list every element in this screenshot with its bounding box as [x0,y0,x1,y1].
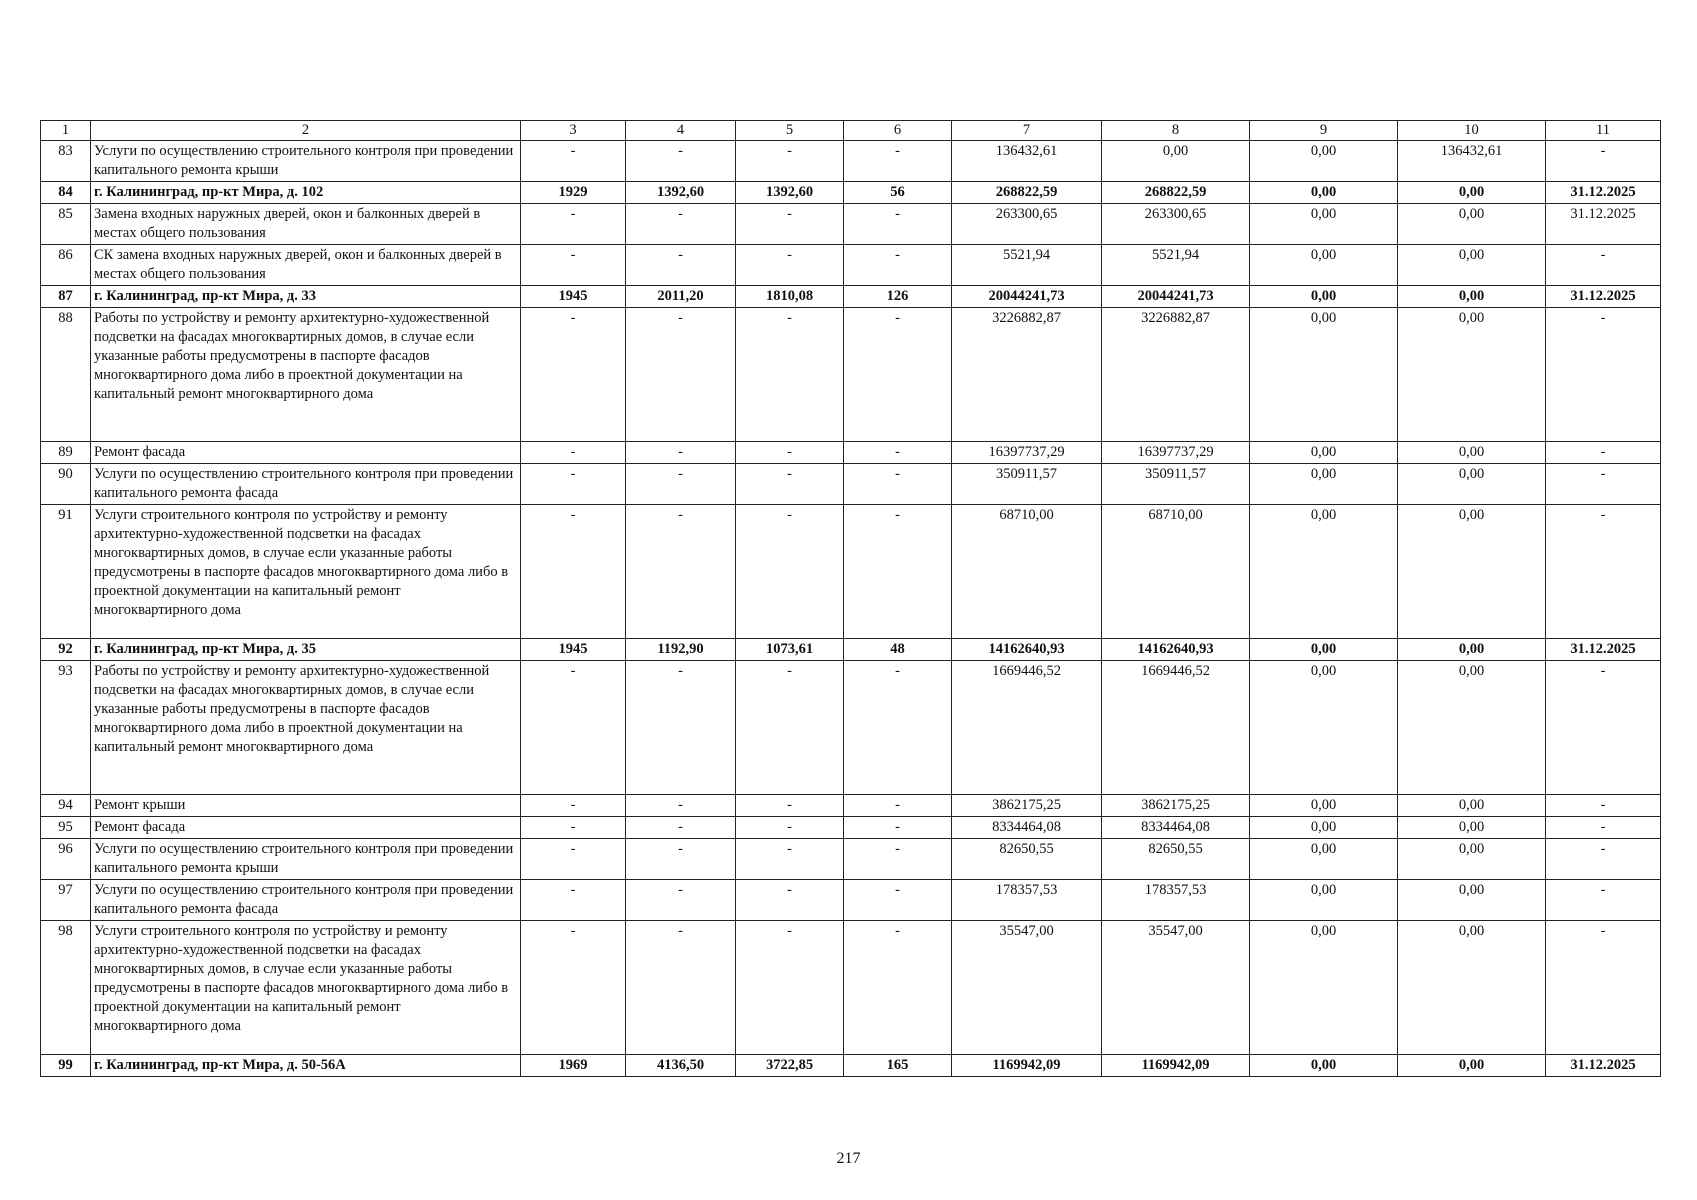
work-description-cell: Услуги по осуществлению строительного контроля при проведении капитального ремонта фасада [91,464,521,505]
col-9-cell: 0,00 [1250,921,1398,1055]
header-cell-6: 6 [844,121,952,141]
col-6-cell: - [844,308,952,442]
col-5-cell: 3722,85 [736,1055,844,1077]
col-10-cell: 0,00 [1398,639,1546,661]
col-7-cell: 3862175,25 [952,795,1102,817]
col-8-cell: 3226882,87 [1102,308,1250,442]
col-11-cell: 31.12.2025 [1546,182,1661,204]
col-11-cell: - [1546,880,1661,921]
work-description-cell: г. Калининград, пр-кт Мира, д. 50-56А [91,1055,521,1077]
col-7-cell: 68710,00 [952,505,1102,639]
col-9-cell: 0,00 [1250,442,1398,464]
col-5-cell: 1392,60 [736,182,844,204]
col-9-cell: 0,00 [1250,639,1398,661]
col-8-cell: 3862175,25 [1102,795,1250,817]
table-row [41,141,1661,182]
col-6-cell: - [844,464,952,505]
work-description-cell: г. Калининград, пр-кт Мира, д. 102 [91,182,521,204]
col-9-cell: 0,00 [1250,505,1398,639]
col-11-cell: - [1546,245,1661,286]
col-4-cell: - [626,661,736,795]
table-row [41,1055,1661,1077]
work-description-cell: Работы по устройству и ремонту архитектурно-художественной подсветки на фасадах многоквартирных домов, в случае если указанные работы предусмотрены в паспорте фасадов многоквартирного дома либо в проектной документации на капитальный ремонт многоквартирного дома [91,661,521,795]
table-row [41,880,1661,921]
col-10-cell: 0,00 [1398,464,1546,505]
col-5-cell: - [736,308,844,442]
col-4-cell: - [626,505,736,639]
col-10-cell: 0,00 [1398,880,1546,921]
col-7-cell: 82650,55 [952,839,1102,880]
col-8-cell: 0,00 [1102,141,1250,182]
col-8-cell: 5521,94 [1102,245,1250,286]
work-description-cell: Ремонт крыши [91,795,521,817]
col-11-cell: - [1546,141,1661,182]
col-10-cell: 0,00 [1398,817,1546,839]
header-cell-10: 10 [1398,121,1546,141]
col-6-cell: - [844,817,952,839]
col-3-cell: 1945 [521,286,626,308]
row-number-cell: 98 [41,921,91,1055]
row-number-cell: 92 [41,639,91,661]
col-11-cell: 31.12.2025 [1546,286,1661,308]
header-cell-7: 7 [952,121,1102,141]
col-6-cell: - [844,442,952,464]
col-10-cell: 0,00 [1398,1055,1546,1077]
col-4-cell: - [626,204,736,245]
work-description-cell: Услуги по осуществлению строительного контроля при проведении капитального ремонта крыши [91,839,521,880]
col-5-cell: 1810,08 [736,286,844,308]
row-number-cell: 97 [41,880,91,921]
table-row [41,839,1661,880]
col-7-cell: 1169942,09 [952,1055,1102,1077]
col-8-cell: 82650,55 [1102,839,1250,880]
table-row [41,464,1661,505]
row-number-cell: 94 [41,795,91,817]
col-10-cell: 0,00 [1398,204,1546,245]
col-3-cell: - [521,245,626,286]
table-row [41,245,1661,286]
col-8-cell: 8334464,08 [1102,817,1250,839]
col-11-cell: - [1546,661,1661,795]
col-9-cell: 0,00 [1250,464,1398,505]
row-number-cell: 85 [41,204,91,245]
col-11-cell: 31.12.2025 [1546,204,1661,245]
col-4-cell: - [626,245,736,286]
col-9-cell: 0,00 [1250,795,1398,817]
col-8-cell: 263300,65 [1102,204,1250,245]
col-6-cell: 56 [844,182,952,204]
col-7-cell: 263300,65 [952,204,1102,245]
col-5-cell: - [736,505,844,639]
table-row [41,505,1661,639]
col-8-cell: 16397737,29 [1102,442,1250,464]
col-3-cell: 1929 [521,182,626,204]
col-5-cell: - [736,817,844,839]
col-9-cell: 0,00 [1250,204,1398,245]
col-3-cell: - [521,442,626,464]
col-4-cell: - [626,880,736,921]
col-6-cell: - [844,880,952,921]
row-number-cell: 91 [41,505,91,639]
col-9-cell: 0,00 [1250,880,1398,921]
col-9-cell: 0,00 [1250,1055,1398,1077]
header-cell-8: 8 [1102,121,1250,141]
col-6-cell: - [844,204,952,245]
col-10-cell: 0,00 [1398,286,1546,308]
work-description-cell: г. Калининград, пр-кт Мира, д. 33 [91,286,521,308]
table-row [41,286,1661,308]
col-8-cell: 14162640,93 [1102,639,1250,661]
table-row [41,639,1661,661]
col-4-cell: - [626,921,736,1055]
row-number-cell: 96 [41,839,91,880]
col-5-cell: - [736,442,844,464]
col-8-cell: 1169942,09 [1102,1055,1250,1077]
col-3-cell: - [521,141,626,182]
col-11-cell: - [1546,795,1661,817]
header-cell-4: 4 [626,121,736,141]
header-cell-1: 1 [41,121,91,141]
work-description-cell: Работы по устройству и ремонту архитектурно-художественной подсветки на фасадах многоквартирных домов, в случае если указанные работы предусмотрены в паспорте фасадов многоквартирного дома либо в проектной документации на капитальный ремонт многоквартирного дома [91,308,521,442]
work-description-cell: Услуги по осуществлению строительного контроля при проведении капитального ремонта фасада [91,880,521,921]
capital-repair-table [40,120,1661,1077]
col-6-cell: - [844,505,952,639]
col-7-cell: 178357,53 [952,880,1102,921]
col-4-cell: - [626,817,736,839]
col-8-cell: 350911,57 [1102,464,1250,505]
row-number-cell: 88 [41,308,91,442]
col-10-cell: 0,00 [1398,795,1546,817]
col-10-cell: 0,00 [1398,442,1546,464]
col-4-cell: - [626,795,736,817]
row-number-cell: 84 [41,182,91,204]
row-number-cell: 87 [41,286,91,308]
page-number: 217 [836,1150,861,1167]
col-10-cell: 0,00 [1398,182,1546,204]
col-4-cell: - [626,141,736,182]
table-row [41,204,1661,245]
col-11-cell: - [1546,817,1661,839]
col-7-cell: 8334464,08 [952,817,1102,839]
col-7-cell: 20044241,73 [952,286,1102,308]
col-5-cell: - [736,880,844,921]
header-cell-11: 11 [1546,121,1661,141]
work-description-cell: СК замена входных наружных дверей, окон и балконных дверей в местах общего пользования [91,245,521,286]
col-11-cell: - [1546,505,1661,639]
col-7-cell: 136432,61 [952,141,1102,182]
row-number-cell: 83 [41,141,91,182]
col-9-cell: 0,00 [1250,245,1398,286]
col-6-cell: - [844,141,952,182]
row-number-cell: 89 [41,442,91,464]
col-8-cell: 268822,59 [1102,182,1250,204]
col-3-cell: - [521,880,626,921]
col-11-cell: - [1546,442,1661,464]
col-4-cell: - [626,839,736,880]
row-number-cell: 86 [41,245,91,286]
col-5-cell: - [736,839,844,880]
row-number-cell: 93 [41,661,91,795]
col-9-cell: 0,00 [1250,839,1398,880]
col-10-cell: 0,00 [1398,839,1546,880]
row-number-cell: 90 [41,464,91,505]
work-description-cell: Услуги строительного контроля по устройству и ремонту архитектурно-художественной подсветки на фасадах многоквартирных домов, в случае если указанные работы предусмотрены в паспорте фасадов многоквартирного дома либо в проектной документации на капитальный ремонт многоквартирного дома [91,921,521,1055]
col-3-cell: 1945 [521,639,626,661]
work-description-cell: Ремонт фасада [91,442,521,464]
col-11-cell: 31.12.2025 [1546,639,1661,661]
col-7-cell: 3226882,87 [952,308,1102,442]
col-10-cell: 0,00 [1398,921,1546,1055]
col-5-cell: - [736,795,844,817]
col-5-cell: - [736,464,844,505]
col-10-cell: 0,00 [1398,308,1546,442]
col-4-cell: - [626,442,736,464]
col-7-cell: 350911,57 [952,464,1102,505]
col-3-cell: - [521,505,626,639]
col-11-cell: 31.12.2025 [1546,1055,1661,1077]
col-10-cell: 0,00 [1398,245,1546,286]
col-7-cell: 16397737,29 [952,442,1102,464]
col-9-cell: 0,00 [1250,817,1398,839]
col-9-cell: 0,00 [1250,661,1398,795]
table-row [41,182,1661,204]
col-3-cell: - [521,661,626,795]
col-8-cell: 20044241,73 [1102,286,1250,308]
col-4-cell: 1192,90 [626,639,736,661]
header-cell-9: 9 [1250,121,1398,141]
col-3-cell: - [521,204,626,245]
col-3-cell: - [521,795,626,817]
col-9-cell: 0,00 [1250,141,1398,182]
table-row [41,921,1661,1055]
col-4-cell: 1392,60 [626,182,736,204]
col-5-cell: - [736,141,844,182]
work-description-cell: Ремонт фасада [91,817,521,839]
col-8-cell: 1669446,52 [1102,661,1250,795]
table-row [41,817,1661,839]
col-10-cell: 136432,61 [1398,141,1546,182]
col-4-cell: 4136,50 [626,1055,736,1077]
col-8-cell: 68710,00 [1102,505,1250,639]
col-5-cell: - [736,245,844,286]
col-6-cell: - [844,921,952,1055]
col-3-cell: - [521,839,626,880]
col-5-cell: - [736,204,844,245]
col-6-cell: - [844,839,952,880]
col-3-cell: - [521,308,626,442]
table-row [41,308,1661,442]
col-8-cell: 35547,00 [1102,921,1250,1055]
col-11-cell: - [1546,921,1661,1055]
header-cell-5: 5 [736,121,844,141]
col-8-cell: 178357,53 [1102,880,1250,921]
header-cell-3: 3 [521,121,626,141]
col-7-cell: 268822,59 [952,182,1102,204]
col-6-cell: - [844,245,952,286]
col-7-cell: 14162640,93 [952,639,1102,661]
col-6-cell: 165 [844,1055,952,1077]
col-7-cell: 1669446,52 [952,661,1102,795]
header-cell-2: 2 [91,121,521,141]
col-5-cell: - [736,921,844,1055]
col-6-cell: - [844,661,952,795]
col-3-cell: - [521,817,626,839]
work-description-cell: Услуги по осуществлению строительного контроля при проведении капитального ремонта крыши [91,141,521,182]
col-4-cell: 2011,20 [626,286,736,308]
col-11-cell: - [1546,308,1661,442]
col-11-cell: - [1546,839,1661,880]
table-header-row [41,121,1661,141]
table-row [41,442,1661,464]
col-4-cell: - [626,464,736,505]
col-7-cell: 5521,94 [952,245,1102,286]
col-5-cell: - [736,661,844,795]
col-9-cell: 0,00 [1250,308,1398,442]
col-6-cell: 48 [844,639,952,661]
table-row [41,661,1661,795]
col-9-cell: 0,00 [1250,286,1398,308]
table-row [41,795,1661,817]
col-3-cell: - [521,921,626,1055]
col-10-cell: 0,00 [1398,505,1546,639]
col-10-cell: 0,00 [1398,661,1546,795]
col-9-cell: 0,00 [1250,182,1398,204]
col-3-cell: - [521,464,626,505]
work-description-cell: Услуги строительного контроля по устройству и ремонту архитектурно-художественной подсветки на фасадах многоквартирных домов, в случае если указанные работы предусмотрены в паспорте фасадов многоквартирного дома либо в проектной документации на капитальный ремонт многоквартирного дома [91,505,521,639]
col-6-cell: 126 [844,286,952,308]
col-4-cell: - [626,308,736,442]
work-description-cell: Замена входных наружных дверей, окон и балконных дверей в местах общего пользования [91,204,521,245]
row-number-cell: 99 [41,1055,91,1077]
col-5-cell: 1073,61 [736,639,844,661]
col-7-cell: 35547,00 [952,921,1102,1055]
col-6-cell: - [844,795,952,817]
work-description-cell: г. Калининград, пр-кт Мира, д. 35 [91,639,521,661]
col-11-cell: - [1546,464,1661,505]
row-number-cell: 95 [41,817,91,839]
col-3-cell: 1969 [521,1055,626,1077]
